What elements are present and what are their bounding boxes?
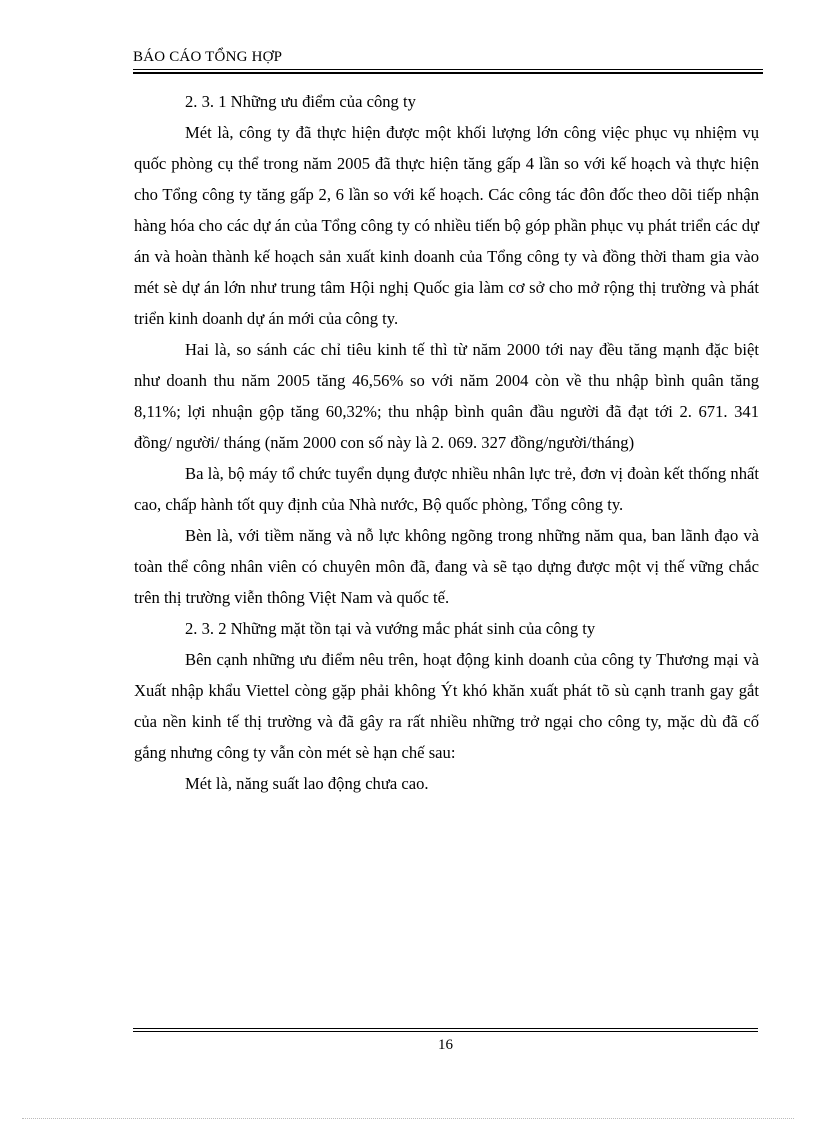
section-heading: 2. 3. 2 Những mặt tồn tại và vướng mắc phát sinh của công ty	[185, 619, 596, 638]
page-header	[133, 48, 763, 74]
section-heading: 2. 3. 1 Những ưu điểm của công ty	[185, 92, 416, 111]
footer-rule	[133, 1031, 758, 1032]
paragraph: Ba là, bộ máy tổ chức tuyển dụng được nhiều nhân lực trẻ, đơn vị đoàn kết thống nhất cao, chấp hành tốt quy định của Nhà nước, Bộ quốc phòng, Tổng công ty.	[134, 464, 759, 514]
paragraph: Bèn là, với tiềm năng và nỗ lực không ngõng trong những năm qua, ban lãnh đạo và toàn thể công nhân viên có chuyên môn đã, đang và sẽ tạo dựng được một vị thế vững chắc trên thị trường viễn thông Việt Nam và quốc tế.	[134, 526, 759, 607]
page-number: 16	[438, 1037, 453, 1053]
paragraph: Mét là, công ty đã thực hiện được một khối lượng lớn công việc phục vụ nhiệm vụ quốc phòng cụ thể trong năm 2005 đã thực hiện tăng gấp 4 lần so với kế hoạch và thực hiện cho Tổng công ty tăng gấp 2, 6 lần so với kế hoạch. Các công tác đôn đốc theo dõi tiếp nhận hàng hóa cho các dự án của Tổng công ty có nhiều tiến bộ góp phần phục vụ phát triển các dự án và hoàn thành kế hoạch sản xuất kinh doanh của Tổng công ty và đồng thời tham gia vào mét sè dự án lớn như trung tâm Hội nghị Quốc gia làm cơ sở cho mở rộng thị trường và phát triển kinh doanh dự án mới của công ty.	[134, 123, 759, 328]
paragraph: Hai là, so sánh các chỉ tiêu kinh tế thì từ năm 2000 tới nay đều tăng mạnh đặc biệt như doanh thu năm 2005 tăng 46,56% so với năm 2004 còn về thu nhập bình quân tăng 8,11%; lợi nhuận gộp tăng 60,32%; thu nhập bình quân đầu người đã đạt tới 2. 671. 341 đồng/ người/ tháng (năm 2000 con số này là 2. 069. 327 đồng/người/tháng)	[134, 340, 759, 452]
header-rule-thick	[133, 72, 763, 74]
page-bottom-border	[22, 1118, 794, 1119]
header-rule	[133, 69, 763, 70]
page-footer	[133, 1028, 758, 1054]
document-body	[134, 86, 759, 799]
paragraph: Mét là, năng suất lao động chưa cao.	[185, 774, 429, 793]
footer-rule	[133, 1028, 758, 1029]
paragraph: Bên cạnh những ưu điểm nêu trên, hoạt động kinh doanh của công ty Thương mại và Xuất nhập khẩu Viettel còng gặp phải không Ýt khó khăn xuất phát tõ sù cạnh tranh gay gắt của nền kinh tế thị trường và đã gây ra rất nhiều những trở ngại cho công ty, mặc dù đã cố gắng nhưng công ty vẫn còn mét sè hạn chế sau:	[134, 650, 759, 762]
header-title: BÁO CÁO TỔNG HỢP	[133, 49, 283, 65]
